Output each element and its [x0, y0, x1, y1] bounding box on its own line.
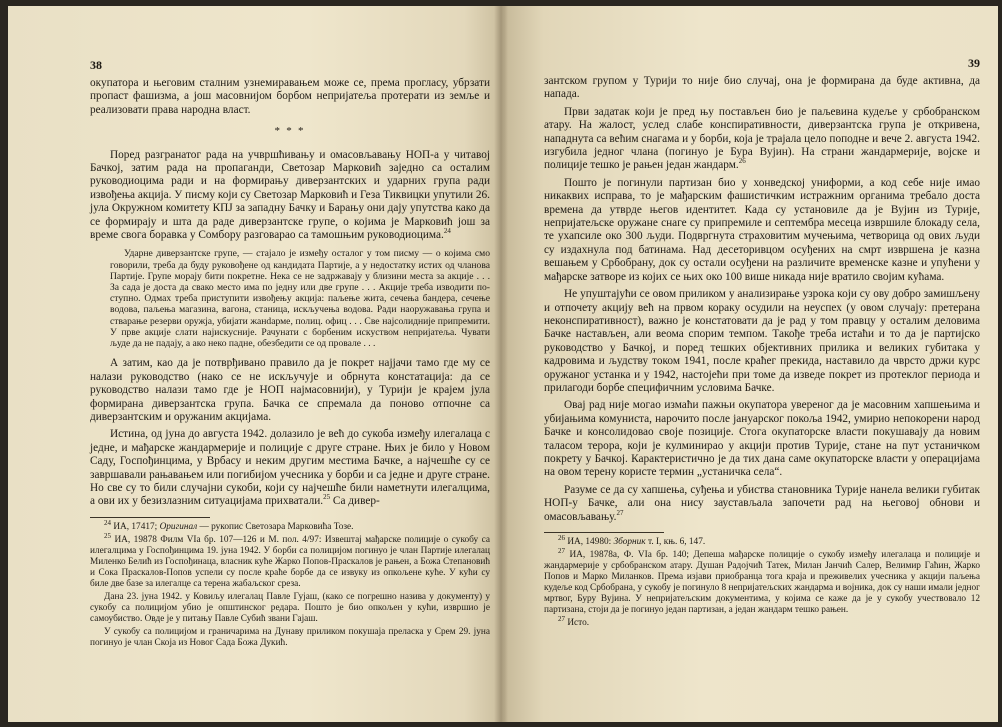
- footnote-ref: 27: [616, 508, 624, 517]
- book-gutter: [494, 6, 508, 722]
- footnote: Дана 23. јуна 1942. у Ковиљу илегалац Павле Гујаш, (како се погрешно назива у документу) у сукобу са полицијом убио је општинског редара. Пошто је био опкољен у кући, извршио је самоубиство. Овде је у питању Павле Субић звани Гајаш.: [90, 591, 490, 624]
- paragraph: Истина, од јуна до августа 1942. долазило је већ до сукоба између илегалаца с једне, и мађарске жандармерије и полиције с друге стране. Њих је било у Новом Саду, Госпођинцима, у Врбасу и неким другим местима Бачке, а најчешће су се завршавали рањавањем или погибијом учесника у борби и са једне и друге стране. Но све су то били случајни сукоби, који су најчешће били наметнути илегалцима, а ови их у безизлазним ситуацијама прихватали.$^{25}$ Са дивер-: [90, 428, 490, 508]
- footnote-rule: [544, 532, 664, 533]
- footnote: $^{26}$ ИА, 14980: Зборник т. I, књ. 6, 147.: [558, 533, 706, 547]
- block-quote: Ударне диверзантске групе, — стајало је између осталог у том писму — о којима смо говорили, треба да буду руковођене од кандидата Партије, а у недостатку истих од чланова Партије. Групе морају бити покретне. Нека се не задржавају у близини места за акције . . . За сада је доста да свако место има по једну или две групе . . . Акције треба изводити поступно. Одмах треба приступити извођењу акција: паљење жита, сечења бандера, сечење водова, паљења магазина, вагона, станица, искључења водова. Ради наоружавања група и стварање резерви оружја, убијати жанdарме, полиц. офиц . . . Све најсолидније припремити. У прве акције слати најискусније. Рачунати с борбеним искуством непријатеља. Чувати људе да не падају, а ако неко падне, обезбедити се од провале . . .: [110, 248, 490, 350]
- footnote-ref: 24: [443, 227, 451, 236]
- footnote: У сукобу са полицијом и граничарима на Дунаву приликом покушаја преласка у Срем 29. јуна погинуо је члан Скоја из Новог Сада Божа Дукић.: [90, 626, 490, 648]
- page-number: 39: [968, 56, 980, 70]
- paragraph: Први задатак који је пред њу постављен био је паљевина кудеље у србобранском атару. На жалост, услед слабе конспиративности, диверзантска група је откривена, нападнута са већим снагама и у борби, која је трајала цело поподне и вече 2. августа 1942. изгубила једног члана (погинуо је Бура Вујин). На страни жандармерије, војске и полиције тешко је рањен један жандарм.$^{26}$: [544, 105, 980, 172]
- paragraph: Поред разгранатог рада на учвршћивању и омасовљавању НОП-а у читавој Бачкој, затим рада на пропаганди, Светозар Марковић заједно са осталим руководиоцима ради и на формирању диверзантских и ударних група ради извођења акција. У писму који су Светозар Марковић и Геза Тиквицки упутили 26. јула Окружном комитету КПЈ за западну Бачку и Барању они дају упутства како да се формирају и шта да раде диверзантске групе, о којима је Марковић још за време свога боравка у Сомбору разговарао са тамошњим руководиоцима.$^{24}$: [90, 148, 490, 242]
- footnote: $^{24}$ ИА, 17417; Оригинал — рукопис Светозара Марковића Тозе.: [104, 518, 354, 532]
- paragraph: окупатора и његовим сталним узнемиравањем може се, према прогласу, убрзати пропаст фашизма, а још масовнијом борбом непријатеља протерати из земље и реализовати права народна власт.: [90, 77, 490, 116]
- paragraph: Пошто је погинули партизан био у хонведској униформи, а код себе није имао никаквих исправа, то је мађарским фашистичким истражним органима требало доста времена да утврде његов идентитет. Када су установиле да је Вујин из Турије, непријатељске оружане снаге су припремиле и септембра месеца извршиле блокаду села, те ухапсиле око 300 људи. Подвргнута страховитим мучењима, четворица од ових људи су издахнула под батинама. Над десеторивцом осуђених на смрт извршена је казна вешањем у Србобрану, док су остали осуђени на различите временске казне и упућени у мађарске затворе из којих се њих око 100 више никада није вратило својим кућама.: [544, 176, 980, 283]
- page-number: 38: [90, 58, 102, 72]
- footnotes: [90, 518, 490, 649]
- section-separator: * * *: [274, 125, 306, 138]
- footnote-ref: 26: [738, 157, 746, 166]
- paragraph: Разуме се да су хапшења, суђења и убиства становника Турије нанела велики губитак НОП-у Бачке, али она нису заустављала започети рад на његовој обнови и омасовљавању.$^{27}$: [544, 483, 980, 523]
- right-body-text: [544, 75, 980, 524]
- footnote-ref: 25: [323, 493, 331, 502]
- paragraph: Не упуштајући се овом приликом у анализирање узрока који су ову добро замишљену и отпочету акцију већ на првом кораку осудили на неуспех (у овом случају: претерана неконспиративност), важно је констатовати да је рад у том правцу у осталим деловима Бачке настављен, али веома спорим темпом. Такође треба истаћи и то да је партијско руководство у Бачкој, и поред тешких објективних прилика и великих губитака у кадровима и људству током 1941, после краћег прекида, наставило да чврсто држи курс оружаног устанка и у 1942, настојећи при томе да изведе покрет из протеклог периода и прилагоди борбе специфичним условима Бачке.: [544, 288, 980, 394]
- footnote-rule: [90, 517, 210, 518]
- paragraph: А затим, као да је потврђивано правило да је покрет најјачи тамо где му се налази руководство (нако се не искључује и обрнута констатација: да се руководство налази тамо где је НОП најмасовнији), у Турији је крајем јула формирана диверзантска група. Бачка се спремала да поново отпочне са диверзантским и оружаним акцијама.: [90, 357, 490, 423]
- left-body-text: [90, 77, 490, 242]
- paragraph: зантском групом у Турији то није био случај, она је формирана да буде активна, да напада.: [544, 75, 980, 101]
- footnote: $^{27}$ Исто.: [558, 614, 590, 628]
- footnote: $^{27}$ ИА, 19878a, Ф. VIa бр. 140; Депеша мађарске полиције о сукобу између илегалаца и полиције и жандармерије у србобранском атару. Душан Радојчић Татек, Милан Јанчић Салер, Велимир Гаћин, Жарко Попов и Марко Миланков. Према изјави приобранца тога краја и преживелих учесника у акцији паљења кудеље код Србобрана, у сукобу је погинуло 8 непријатељских жандарма и војника, док су наши имали једног мртвог, Буру Вујина. У непријатељским документима, у којима се каже да је у сукобу учествовало 12 партизана, стоји да је погинуо један партизан, а један жандарм тешко рањен.: [544, 546, 980, 615]
- right-page: [504, 6, 998, 722]
- paragraph: Овај рад није могао измаћи пажњи окупатора увереног да је масовним хапшењима и убијањима комуниста, нарочито после јануарског покоља 1942, умирио непокорени народ Бачке и консолидовао своје позиције. Стога окупаторске власти покушавају да новим таласом терора, који је кулминирао у акцији против Турије, стане на пут устаничком покрету у Бачкој. Карактеристично је да тих дана саме окупаторске власти у операцијама на овом терену користе термин „устаничка села“.: [544, 399, 980, 479]
- footnote: $^{25}$ ИА, 19878 Филм VIa бр. 107—126 и М. пол. 4/97: Извештај мађарске полиције о сукобу са илегалцима у Госпођинцима 19. јуна 1942. У борби са полицијом погинуо је члан Партије илегалац Миленко Белић из Госпођинаца, власник куће Жарко Попов-Праскалов је рањен, а Божа Степановић и Сока Праскалов-Попов успели су после краће борбе да се извуку из опкољене куће. У кући су биле две базе за илегалце са терена жабаљског среза.: [90, 531, 490, 589]
- footnotes: [544, 533, 980, 629]
- left-page: [8, 6, 504, 722]
